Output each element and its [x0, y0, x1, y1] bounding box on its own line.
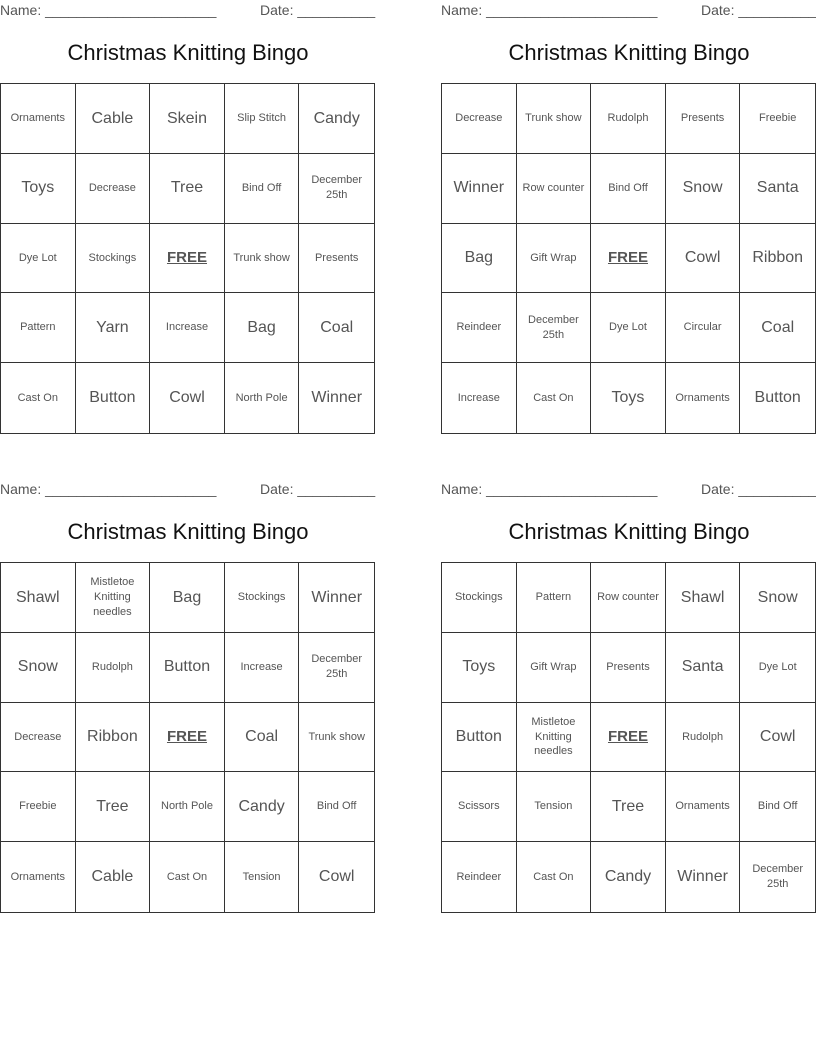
bingo-cell: Trunk show: [225, 224, 300, 294]
bingo-cell: Freebie: [1, 772, 76, 842]
bingo-cell: Bag: [150, 563, 225, 633]
card-header: [0, 481, 376, 499]
date-line: Date: __________: [701, 2, 816, 18]
bingo-grid: [441, 83, 816, 434]
bingo-cell: Tree: [591, 772, 666, 842]
bingo-cell: Reindeer: [442, 842, 517, 912]
card-header: [441, 481, 816, 499]
bingo-cell: Winner: [311, 389, 363, 407]
card-title: Christmas Knitting Bingo: [508, 40, 750, 65]
bingo-cell: Trunk show: [299, 703, 374, 773]
bingo-cell: Tension: [225, 842, 300, 912]
card-title: Christmas Knitting Bingo: [67, 519, 309, 544]
bingo-cell: Toys: [1, 154, 76, 224]
bingo-cell: Mistletoe Knitting needles: [76, 563, 151, 633]
bingo-cell: Stockings: [442, 563, 517, 633]
bingo-cell: Toys: [442, 633, 517, 703]
bingo-cell: Increase: [442, 363, 517, 433]
bingo-cell: Bind Off: [225, 154, 300, 224]
bingo-cell: Decrease: [76, 154, 151, 224]
bingo-cell: Winner: [442, 154, 517, 224]
free-space-cell: FREE: [591, 224, 666, 294]
bingo-cell: Presents: [591, 633, 666, 703]
bingo-cell: December 25th: [299, 633, 374, 703]
bingo-cell: Bag: [225, 293, 300, 363]
bingo-grid: [0, 83, 375, 434]
bingo-cell: Button: [150, 633, 225, 703]
bingo-cell: Coal: [299, 293, 374, 363]
date-line: Date: __________: [260, 2, 376, 18]
bingo-cell: Button: [754, 389, 801, 407]
bingo-cell: Snow: [666, 154, 741, 224]
bingo-cell: Button: [442, 703, 517, 773]
bingo-cell: Cowl: [150, 363, 225, 433]
bingo-cell: Dye Lot: [740, 633, 815, 703]
bingo-cell: Cast On: [517, 363, 592, 433]
bingo-cell: Snow: [740, 563, 815, 633]
name-line: Name: ______________________: [441, 2, 658, 18]
bingo-cell: Pattern: [1, 293, 76, 363]
date-line: Date: __________: [260, 481, 376, 497]
bingo-cell: Rudolph: [76, 633, 151, 703]
bingo-cell: Santa: [740, 154, 815, 224]
bingo-cell: Santa: [666, 633, 741, 703]
bingo-cell: Ornaments: [666, 363, 741, 433]
bingo-cell: Dye Lot: [1, 224, 76, 294]
bingo-cell: Snow: [1, 633, 76, 703]
bingo-cell: Stockings: [76, 224, 151, 294]
bingo-cell: Gift Wrap: [517, 633, 592, 703]
bingo-cell: Rudolph: [591, 84, 666, 154]
bingo-cell: Increase: [150, 293, 225, 363]
bingo-cell: Cast On: [517, 842, 592, 912]
bingo-cell: Presents: [299, 224, 374, 294]
bingo-cell: Increase: [225, 633, 300, 703]
bingo-cell: Freebie: [740, 84, 815, 154]
card-header: [441, 2, 816, 20]
bingo-cell: Toys: [591, 363, 666, 433]
bingo-cell: Winner: [299, 563, 374, 633]
name-line: Name: ______________________: [441, 481, 658, 497]
bingo-cell: Scissors: [442, 772, 517, 842]
bingo-cell: Row counter: [591, 563, 666, 633]
bingo-cell: Presents: [666, 84, 741, 154]
card-title: Christmas Knitting Bingo: [508, 519, 750, 544]
bingo-cell: Shawl: [666, 563, 741, 633]
bingo-cell: Reindeer: [442, 293, 517, 363]
name-line: Name: ______________________: [0, 2, 217, 18]
bingo-card-2: [441, 0, 816, 432]
bingo-cell: Slip Stitch: [225, 84, 300, 154]
bingo-cell: Skein: [150, 84, 225, 154]
bingo-cell: Tree: [76, 772, 151, 842]
bingo-cell: Bag: [442, 224, 517, 294]
bingo-cell: Candy: [225, 772, 300, 842]
bingo-cell: Cowl: [318, 868, 355, 886]
bingo-cell: Gift Wrap: [517, 224, 592, 294]
bingo-cell: Ornaments: [1, 84, 76, 154]
bingo-cell: Dye Lot: [591, 293, 666, 363]
bingo-cell: Ribbon: [76, 703, 151, 773]
bingo-cell: Tree: [150, 154, 225, 224]
card-title: Christmas Knitting Bingo: [67, 40, 309, 65]
bingo-cell: Decrease: [1, 703, 76, 773]
bingo-cell: Bind Off: [740, 772, 815, 842]
bingo-cell: Row counter: [517, 154, 592, 224]
bingo-cell: Yarn: [76, 293, 151, 363]
bingo-cell: North Pole: [225, 363, 300, 433]
free-space-cell: FREE: [150, 703, 225, 773]
bingo-cell: Bind Off: [591, 154, 666, 224]
free-space-cell: FREE: [591, 703, 666, 773]
bingo-cell: Cast On: [150, 842, 225, 912]
bingo-cell: Candy: [299, 84, 374, 154]
bingo-cell: North Pole: [150, 772, 225, 842]
bingo-cell: Decrease: [442, 84, 517, 154]
bingo-grid: [0, 562, 375, 913]
bingo-cell: Pattern: [517, 563, 592, 633]
bingo-cell: December 25th: [299, 154, 374, 224]
bingo-cell: Circular: [666, 293, 741, 363]
bingo-cell: Ribbon: [740, 224, 815, 294]
bingo-cell: Button: [76, 363, 151, 433]
bingo-grid: [441, 562, 816, 913]
bingo-cell: Ornaments: [1, 842, 76, 912]
bingo-cell: Coal: [225, 703, 300, 773]
name-line: Name: ______________________: [0, 481, 217, 497]
bingo-cell: Coal: [740, 293, 815, 363]
date-line: Date: __________: [701, 481, 816, 497]
bingo-cell: December 25th: [517, 293, 592, 363]
bingo-cell: Rudolph: [666, 703, 741, 773]
bingo-cell: Winner: [666, 842, 741, 912]
bingo-cell: Tension: [517, 772, 592, 842]
bingo-card-3: [0, 479, 376, 911]
bingo-cell: Cowl: [740, 703, 815, 773]
bingo-cell: Bind Off: [299, 772, 374, 842]
bingo-cell: Candy: [591, 842, 666, 912]
bingo-cell: Mistletoe Knitting needles: [517, 703, 592, 773]
bingo-cell: Cast On: [1, 363, 76, 433]
bingo-card-4: [441, 479, 816, 911]
bingo-cell: December 25th: [752, 863, 804, 891]
bingo-cell: Stockings: [225, 563, 300, 633]
bingo-cell: Cable: [76, 84, 151, 154]
bingo-card-1: [0, 0, 376, 432]
bingo-cell: Cable: [76, 842, 151, 912]
card-header: [0, 2, 376, 20]
bingo-cell: Cowl: [666, 224, 741, 294]
bingo-cell: Trunk show: [517, 84, 592, 154]
bingo-cell: Ornaments: [666, 772, 741, 842]
bingo-cell: Shawl: [1, 563, 76, 633]
free-space-cell: FREE: [150, 224, 225, 294]
